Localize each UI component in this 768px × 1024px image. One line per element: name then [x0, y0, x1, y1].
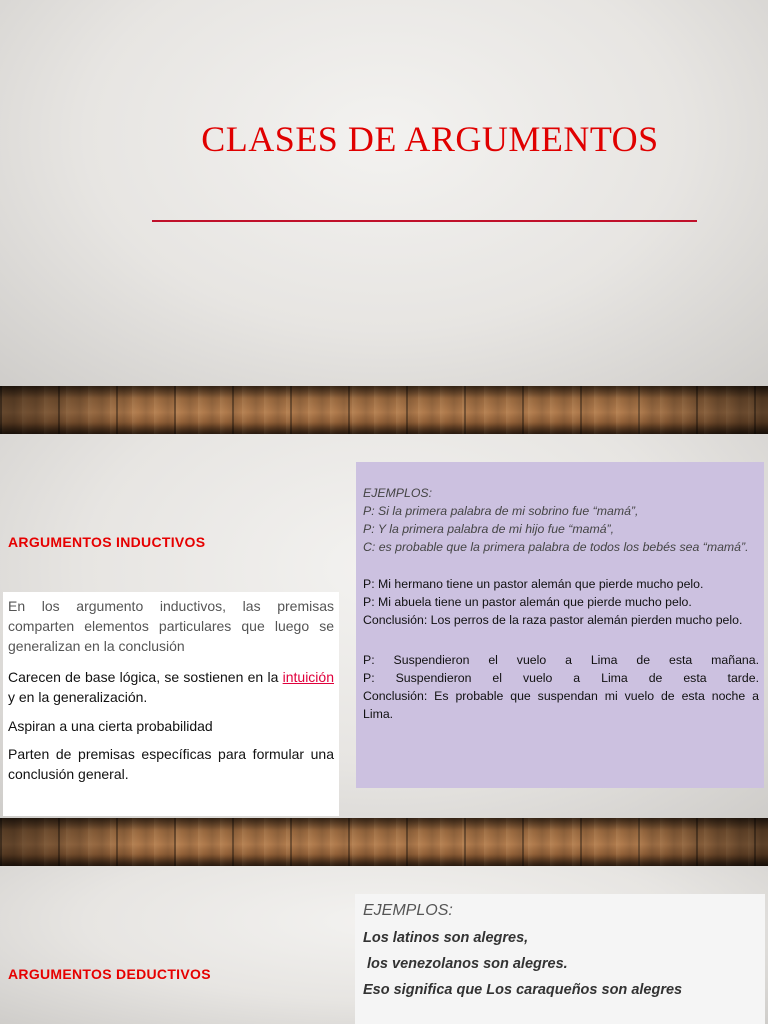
definition-paragraph: En los argumento inductivos, las premisas comparten elementos particulares que luego se generalizan en la conclusión — [8, 598, 334, 654]
title-underline — [152, 220, 697, 222]
intuicion-link[interactable]: intuición — [282, 669, 334, 685]
example-line: P: Si la primera palabra de mi sobrino fue “mamá”, — [363, 504, 639, 518]
examples-box — [355, 894, 765, 1024]
slide-title: CLASES DE ARGUMENTOS — [201, 119, 659, 159]
definition-paragraph: Aspiran a una cierta probabilidad — [8, 718, 213, 734]
wood-floor-divider — [0, 818, 768, 866]
section-heading-inductivos: ARGUMENTOS INDUCTIVOS — [8, 534, 206, 550]
example-line: P: Mi abuela tiene un pastor alemán que pierde mucho pelo. — [363, 595, 692, 609]
text-span: Carecen de base lógica, se sostienen en la — [8, 669, 283, 685]
deductive-slide — [0, 866, 768, 1024]
example-line: P: Suspendieron el vuelo a Lima de esta tarde. — [363, 671, 759, 685]
example-line: C: es probable que la primera palabra de todos los bebés sea “mamá”. — [363, 540, 749, 554]
title-slide — [0, 0, 768, 386]
wood-floor-divider — [0, 386, 768, 434]
inductive-slide — [0, 434, 768, 818]
definition-box — [3, 592, 339, 816]
example-line: Lima. — [363, 707, 394, 721]
definition-paragraph — [3, 667, 339, 707]
text-span: y en la generalización. — [8, 689, 148, 705]
example-line: Conclusión: Es probable que suspendan mi vuelo de esta noche a — [363, 689, 759, 703]
example-line: P: Mi hermano tiene un pastor alemán que pierde mucho pelo. — [363, 577, 704, 591]
example-line: Los latinos son alegres, — [363, 930, 529, 946]
examples-header: EJEMPLOS: — [363, 486, 433, 500]
definition-paragraph: Parten de premisas específicas para formular una conclusión general. — [8, 746, 334, 782]
examples-box — [356, 462, 764, 788]
example-line: P: Suspendieron el vuelo a Lima de esta mañana. — [363, 653, 759, 667]
example-line: P: Y la primera palabra de mi hijo fue “mamá”, — [363, 522, 615, 536]
examples-header: EJEMPLOS: — [363, 902, 453, 919]
example-line: los venezolanos son alegres. — [363, 956, 568, 972]
section-heading-deductivos: ARGUMENTOS DEDUCTIVOS — [8, 966, 211, 982]
example-line: Eso significa que Los caraqueños son alegres — [363, 982, 683, 998]
example-line: Conclusión: Los perros de la raza pastor alemán pierden mucho pelo. — [363, 613, 743, 627]
